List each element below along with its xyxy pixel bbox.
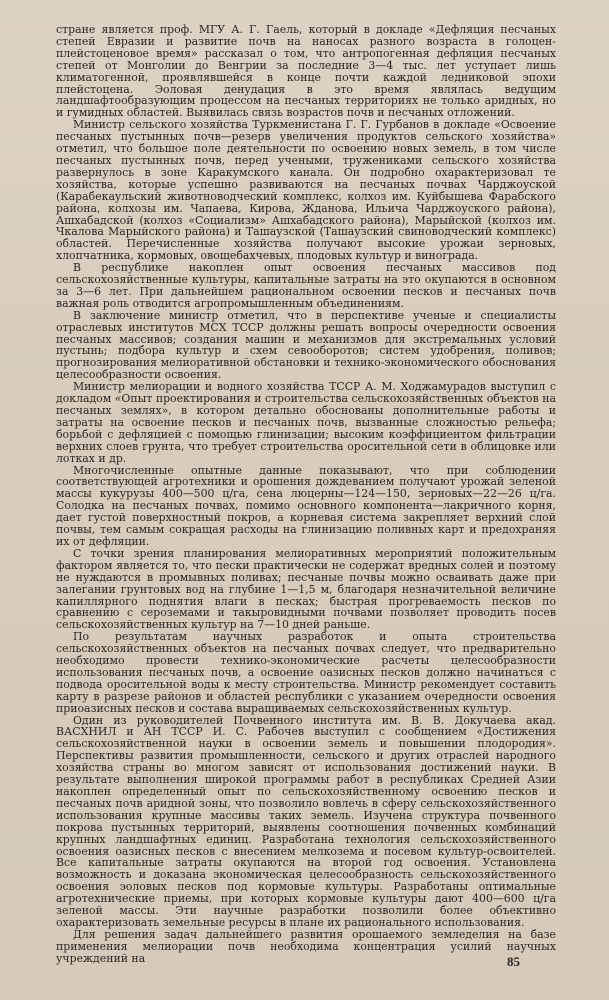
paragraph-7: С точки зрения планирования мелиоративных мероприятий положительным фактором является то, что пески практически не содержат вредных солей и поэтому не нуждаются в промывных поливах; песчаные почвы можно осваивать даже при залегании грунтовых вод на глубине 1—1,5 м, благодаря незначительной величине капиллярного поднятия влаги в песках; быстрая прогреваемость песков по сравнению с сероземами и такыровидными почвами позволяет проводить посев сельскохозяйственных культур на 7—10 дней раньше. <box>56 546 556 632</box>
paragraph-9: Один из руководителей Почвенного института им. В. В. Докучаева акад. ВАСХНИЛ и АН ТССР И. С. Рабочев выступил с сообщением «Достижения сельскохозяйственной науки в освоении земель и повышении плодородия». Перспективы развития промышленности, сельского и других отраслей народного хозяйства страны во многом зависят от использования достижений науки. В результате выполнения широкой программы работ в республиках Средней Азии накоплен определенный опыт по сельскохозяйственному освоению песков и песчаных почв аридной зоны, что позволило вовлечь в сферу сельскохозяйственного использования крупные массивы таких земель. Изучена структура почвенного покрова пустынных территорий, выявлены соотношения почвенных комбинаций крупных ландшафтных единиц. Разработана технология сельскохозяйственного освоения оазисных песков с внесением мелкозема и посевом культур-освоителей. Все капитальные затраты окупаются на второй год освоения. Установлена возможность и доказана экономическая целесообразность сельскохозяйственного освоения эоловых песков под кормовые культуры. Разработаны оптимальные агротехнические приемы, при которых кормовые культуры дают 400—600 ц/га зеленой массы. Эти научные разработки позволили более объективно охарактеризовать земельные ресурсы в плане их рационального использования. <box>56 713 556 929</box>
paragraph-4: В заключение министр отметил, что в перспективе ученые и специалисты отраслевых институтов МСХ ТССР должны решать вопросы очередности освоения песчаных массивов; создания машин и механизмов для экстремальных условий пустынь; подбора культур и схем севооборотов; систем удобрения, поливов; прогнозирования мелиоративной обстановки и технико-экономического обоснования целесообразности освоения. <box>56 308 556 382</box>
paragraph-5: Министр мелиорации и водного хозяйства ТССР А. М. Ходжамурадов выступил с докладом «Опыт проектирования и строительства сельскохозяйственных объектов на песчаных землях», в котором детально обоснованы дополнительные работы и затраты на освоение песков и песчаных почв, вызванные сложностью рельефа; борьбой с дефляцией с помощью глинизации; высоким коэффициентом фильтрации верхних слоев грунта, что требует строительства оросительной сети в облицовке или лотках и др. <box>56 380 556 465</box>
paragraph-10: Для решения задач дальнейшего развития орошаемого земледелия на базе применения мелиорации почв необходима концентрация усилий научных учреждений на <box>56 927 556 965</box>
page-number: 85 <box>507 954 520 969</box>
paragraph-8: По результатам научных разработок и опыта строительства сельскохозяйственных объектов на песчаных почвах следует, что предварительно необходимо провести технико-экономические расчеты целесообразности использования песчаных почв, а освоение оазисных песков должно начинаться с подвода оросительной воды к месту строительства. Министр рекомендует составить карту в разрезе районов и областей республики с указанием очередности освоения приоазисных песков и состава выращиваемых сельскохозяйственных культур. <box>56 630 556 715</box>
paragraph-6: Многочисленные опытные данные показывают, что при соблюдении соответствующей агротехники и орошения дождеванием получают урожай зеленой массы кукурузы 400—500 ц/га, сена люцерны—124—150, зерновых—22—26 ц/га. Солодка на песчаных почвах, помимо основного компонента—лакричного корня, дает густой поверхностный покров, а корневая система закрепляет верхний слой почвы, тем самым сокращая расходы на глинизацию поливных карт и предохраняя их от дефляции. <box>56 463 556 548</box>
paragraph-1: стране является проф. МГУ А. Г. Гаель, который в докладе «Дефляция песчаных степей Евразии и развитие почв на наносах разного возраста в голоцен-плейстоценовое время» рассказал о том, что антропогенная дефляция песчаных степей от Монголии до Венгрии за последние 3—4 тыс. лет уступает лишь климатогенной, проявлявшейся в конце почти каждой ледниковой эпохи плейстоцена. Эоловая денудация в это время являлась ведущим ландшафтообразующим процессом на песчаных территориях не только аридных, но и гумидных областей. Выявилась связь возрастов почв и песчаных отложений. <box>56 23 556 120</box>
page-text <box>56 24 556 965</box>
paragraph-2: Министр сельского хозяйства Туркменистана Г. Г. Гурбанов в докладе «Освоение песчаных пустынных почв—резерв увеличения продуктов сельского хозяйства» отметил, что большое поле деятельности по освоению новых земель, в том числе песчаных пустынных почв, перед учеными, тружениками сельского хозяйства развернулось в зоне Каракумского канала. Он подробно охарактеризовал те хозяйства, которые успешно развиваются на песчаных почвах Чарджоуской (Карабекаульский животноводческий комплекс, колхоз им. Куйбышева Фарабского района, колхозы им. Чапаева, Кирова, Жданова, Ильича Чарджоуского района), Ашхабадской (колхоз «Социализм» Ашхабадского района), Марыйской (колхоз им. Чкалова Марыйского района) и Ташаузской (Ташаузский свиноводческий комплекс) областей. Перечисленные хозяйства получают высокие урожаи зерновых, хлопчатника, кормовых, овощебахчевых, плодовых культур и винограда. <box>56 118 556 263</box>
paragraph-3: В республике накоплен опыт освоения песчаных массивов под сельскохозяйственные культуры, капитальные затраты на это окупаются в основном за 3—6 лет. При дальнейшем рациональном освоении песков и песчаных почв важная роль отводится агропромышленным объединениям. <box>56 261 556 310</box>
